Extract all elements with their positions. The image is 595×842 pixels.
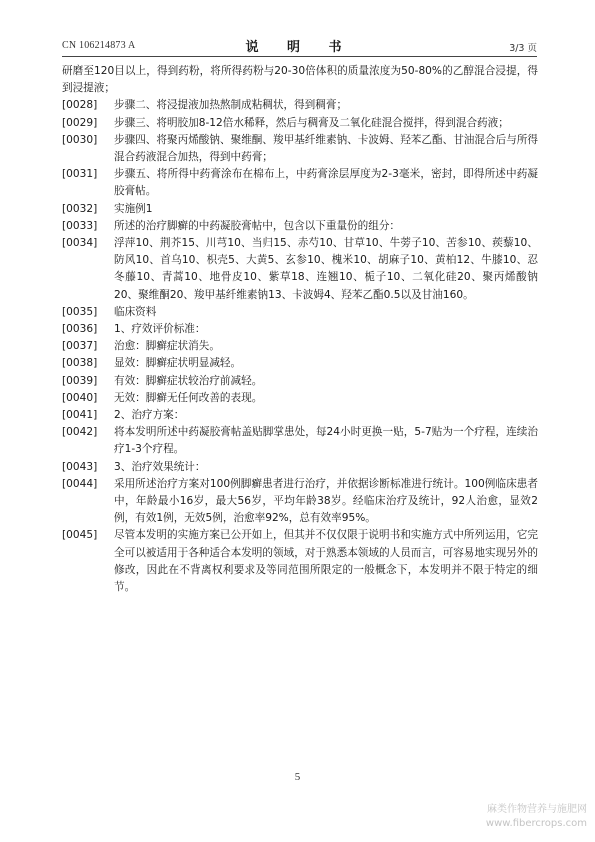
paragraph-number: [0036] xyxy=(62,323,98,336)
paragraph-text: 无效：脚癣无任何改善的表现。 xyxy=(114,391,263,404)
paragraph-text: 治愈：脚癣症状消失。 xyxy=(114,340,220,353)
paragraph-number: [0030] xyxy=(62,133,98,146)
paragraph-number: [0039] xyxy=(62,374,98,387)
paragraph-number: [0040] xyxy=(62,391,98,404)
paragraph xyxy=(62,338,538,355)
paragraph xyxy=(62,132,538,166)
paragraph-text: 显效：脚癣症状明显减轻。 xyxy=(114,357,242,370)
paragraph-text: 步骤四、将聚丙烯酸钠、聚维酮、羧甲基纤维素钠、卡波姆、羟苯乙酯、甘油混合后与所得混合药液混合加热，得到中药膏； xyxy=(114,133,538,164)
paragraph-text: 浮萍10、荆芥15、川芎10、当归15、赤芍10、甘草10、牛蒡子10、苦参10、蒺藜10、防风10、首乌10、枳壳5、大黄5、玄参10、槐米10、胡麻子10、黄柏12、牛膝10、忍冬藤10、青蒿10、地骨皮10、紫草18、连翘10、栀子10、二氧化硅20、聚丙烯酸钠20、聚维酮20、羧甲基纤维素钠13、卡波姆4、羟苯乙酯0.5以及甘油160。 xyxy=(114,237,538,301)
paragraph-continuation xyxy=(62,63,538,97)
paragraph-text: 实施例1 xyxy=(114,202,153,215)
paragraph-number: [0042] xyxy=(62,426,98,439)
paragraph-text: 尽管本发明的实施方案已公开如上，但其并不仅仅限于说明书和实施方式中所列运用，它完全可以被适用于各种适合本发明的领域，对于熟悉本领域的人员而言，可容易地实现另外的修改，因此在不背离权利要求及等同范围所限定的一般概念下，本发明并不限于特定的细节。 xyxy=(114,529,538,594)
document-body xyxy=(62,63,538,596)
paragraph-text: 临床资料 xyxy=(114,305,157,318)
document-title: 说 明 书 xyxy=(245,40,354,55)
paragraph xyxy=(62,390,538,407)
paragraph-number: [0041] xyxy=(62,409,98,422)
paragraph xyxy=(62,424,538,458)
watermark-site-name: 麻类作物营养与施肥网 xyxy=(487,804,587,815)
paragraph xyxy=(62,218,538,235)
paragraph-number: [0038] xyxy=(62,357,98,370)
paragraph-number: [0028] xyxy=(62,99,98,112)
paragraph-number: [0045] xyxy=(62,529,98,542)
document-header xyxy=(62,34,537,57)
paragraph-number: [0033] xyxy=(62,219,98,232)
paragraph-text: 采用所述治疗方案对100例脚癣患者进行治疗，并依据诊断标准进行统计。100例临床患者中，年龄最小16岁，最大56岁，平均年龄38岁。经临床治疗及统计，92人治愈，显效2例，有效1例，无效5例，治愈率92%，总有效率95%。 xyxy=(114,477,538,525)
paragraph xyxy=(62,355,538,372)
paragraph xyxy=(62,97,538,114)
paragraph-number: [0029] xyxy=(62,116,98,129)
paragraph xyxy=(62,201,538,218)
page-number: 5 xyxy=(294,771,301,783)
watermark-url: www.fibercrops.com xyxy=(485,818,587,829)
paragraph-text: 步骤五、将所得中药膏涂布在棉布上，中药膏涂层厚度为2-3毫米，密封，即得所述中药凝胶膏帖。 xyxy=(114,168,538,198)
paragraph-text: 将本发明所述中药凝胶膏帖盖贴脚掌患处，每24小时更换一贴，5-7贴为一个疗程，连续治疗1-3个疗程。 xyxy=(114,426,538,456)
paragraph xyxy=(62,115,538,132)
paragraph xyxy=(62,321,538,338)
paragraph-number: [0043] xyxy=(62,460,98,473)
paragraph-text: 研磨至120目以上，得到药粉，将所得药粉与20-30倍体积的质量浓度为50-80%的乙醇混合浸提，得到浸提液； xyxy=(62,65,538,95)
paragraph xyxy=(62,304,538,321)
publication-number: CN 106214873 A xyxy=(62,40,136,51)
paragraph-text: 3、治疗效果统计： xyxy=(114,460,206,473)
watermark xyxy=(486,803,587,831)
paragraph-number: [0034] xyxy=(62,237,98,250)
page-count: 3/3 页 xyxy=(509,43,537,54)
paragraph-text: 2、治疗方案： xyxy=(114,409,185,422)
paragraph-number: [0037] xyxy=(62,340,98,353)
paragraph xyxy=(62,476,538,528)
paragraph-text: 步骤二、将浸提液加热熬制成粘稠状，得到稠膏； xyxy=(114,99,348,112)
paragraph xyxy=(62,527,538,596)
paragraph-number: [0035] xyxy=(62,305,98,318)
paragraph-number: [0031] xyxy=(62,168,98,181)
paragraph xyxy=(62,235,538,304)
paragraph-text: 步骤三、将明胶加8-12倍水稀释，然后与稠膏及二氧化硅混合搅拌，得到混合药液； xyxy=(114,116,509,129)
paragraph-text: 有效：脚癣症状较治疗前减轻。 xyxy=(114,374,263,387)
paragraph xyxy=(62,166,538,200)
paragraph xyxy=(62,407,538,424)
paragraph-number: [0044] xyxy=(62,477,98,490)
paragraph xyxy=(62,373,538,390)
paragraph-text: 所述的治疗脚癣的中药凝胶膏帖中，包含以下重量份的组分： xyxy=(114,219,401,232)
paragraph-text: 1、疗效评价标准： xyxy=(114,323,206,336)
paragraph xyxy=(62,459,538,476)
paragraph-number: [0032] xyxy=(62,202,98,215)
